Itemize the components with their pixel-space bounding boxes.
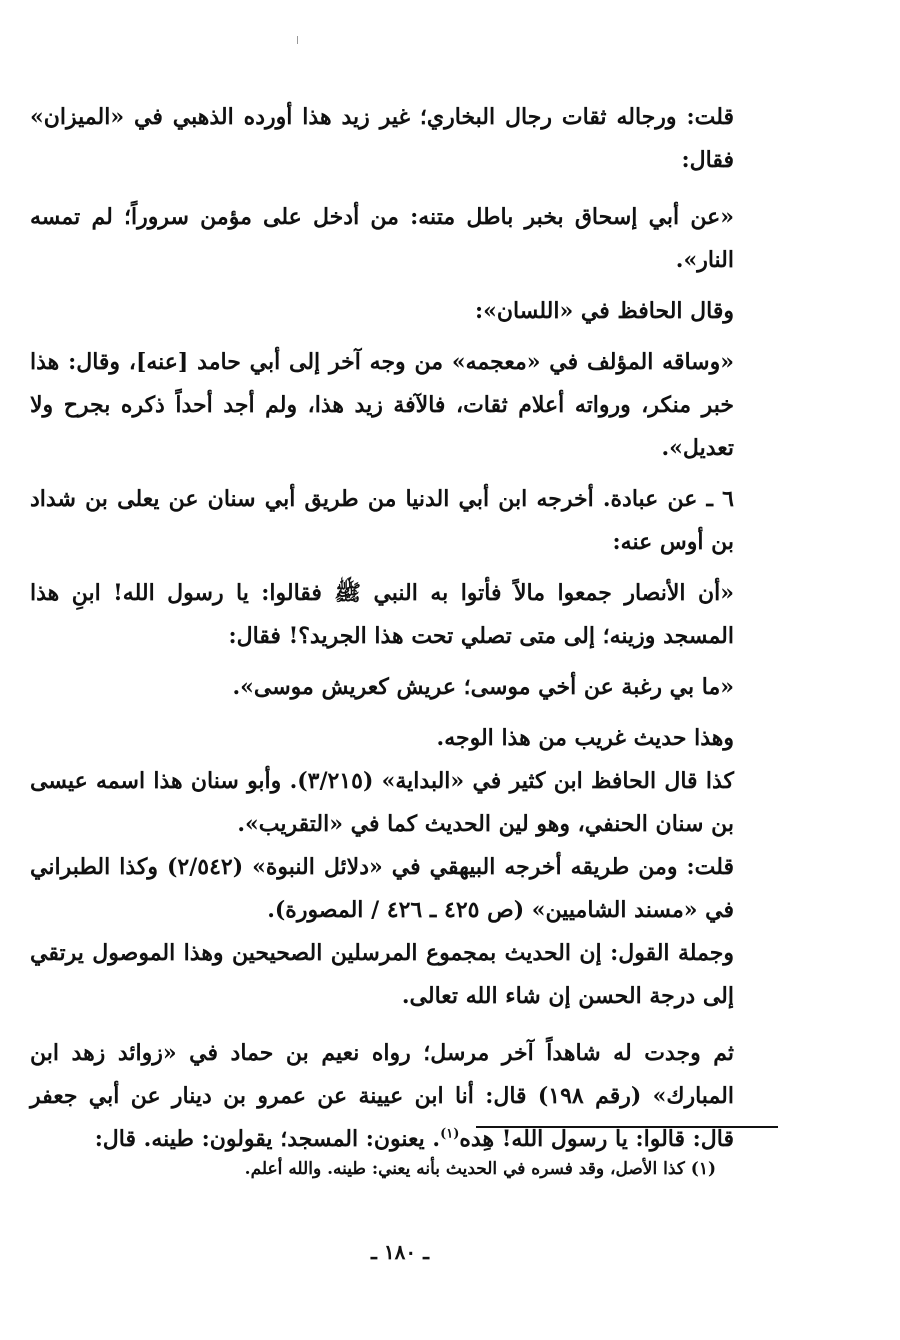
paragraph-3: وقال الحافظ في «اللسان»: — [475, 298, 734, 324]
hadith-6-text: عن عبادة. أخرجه ابن أبي الدنيا من طريق أبي سنان عن يعلى بن شداد بن أوس عنه: — [30, 486, 734, 555]
paragraph-1: قلت: ورجاله ثقات رجال البخاري؛ غير زيد هذا أورده الذهبي في «الميزان» فقال: — [30, 104, 734, 173]
paragraph-12-text: ثم وجدت له شاهداً آخر مرسل؛ رواه نعيم بن حماد في «زوائد زهد ابن المبارك» (رقم ١٩٨) قال: أنا ابن عيينة عن عمرو بن دينار عن أبي جعفر قال: قالوا: يا رسول الله! هِده — [30, 1040, 734, 1152]
paragraph-10: قلت: ومن طريقه أخرجه البيهقي في «دلائل النبوة» (٢/٥٤٢) وكذا الطبراني في «مسند الشاميين» (ص ٤٢٥ ـ ٤٢٦ / المصورة). — [30, 854, 734, 923]
paragraph-11: وجملة القول: إن الحديث بمجموع المرسلين الصحيحين وهذا الموصول يرتقي إلى درجة الحسن إن شاء الله تعالى. — [30, 940, 734, 1009]
paragraph-2-quote: «عن أبي إسحاق بخبر باطل متنه: من أدخل على مؤمن سروراً؛ لم تمسه النار». — [30, 204, 734, 273]
paragraph-6-quote: «أن الأنصار جمعوا مالاً فأتوا به النبي ﷺ فقالوا: يا رسول الله! ابنِ هذا المسجد وزينه؛ إلى متى تصلي تحت هذا الجريد؟! فقال: — [30, 580, 734, 649]
paragraph-4-quote: «وساقه المؤلف في «معجمه» من وجه آخر إلى أبي حامد [عنه]، وقال: هذا خبر منكر، ورواته أعلام ثقات، فالآفة زيد هذا، ولم أجد أحداً ذكره بجرح ولا تعديل». — [30, 349, 734, 461]
paragraph-7-quote: «ما بي رغبة عن أخي موسى؛ عريش كعريش موسى». — [232, 674, 734, 700]
hadith-number: ٦ ـ — [706, 486, 734, 512]
paragraph-12 — [30, 1032, 782, 1161]
scan-speck — [297, 36, 298, 44]
footnote-separator — [476, 1126, 778, 1128]
paragraph-12-end: . يعنون: المسجد؛ يقولون: طينه. قال: — [94, 1126, 441, 1152]
footnote-reference: (١) — [440, 1126, 460, 1142]
page-number: ـ ١٨٠ ـ — [371, 1240, 429, 1264]
paragraph-5-hadith-6 — [30, 478, 782, 564]
page-body — [30, 96, 782, 1161]
paragraph-9: كذا قال الحافظ ابن كثير في «البداية» (٣/٢١٥). وأبو سنان هذا اسمه عيسى بن سنان الحنفي، وهو لين الحديث كما في «التقريب». — [30, 768, 734, 837]
paragraph-8: وهذا حديث غريب من هذا الوجه. — [436, 725, 734, 751]
footnote: (١) كذا الأصل، وقد فسره في الحديث بأنه يعني: طينه. والله أعلم. — [244, 1159, 716, 1179]
